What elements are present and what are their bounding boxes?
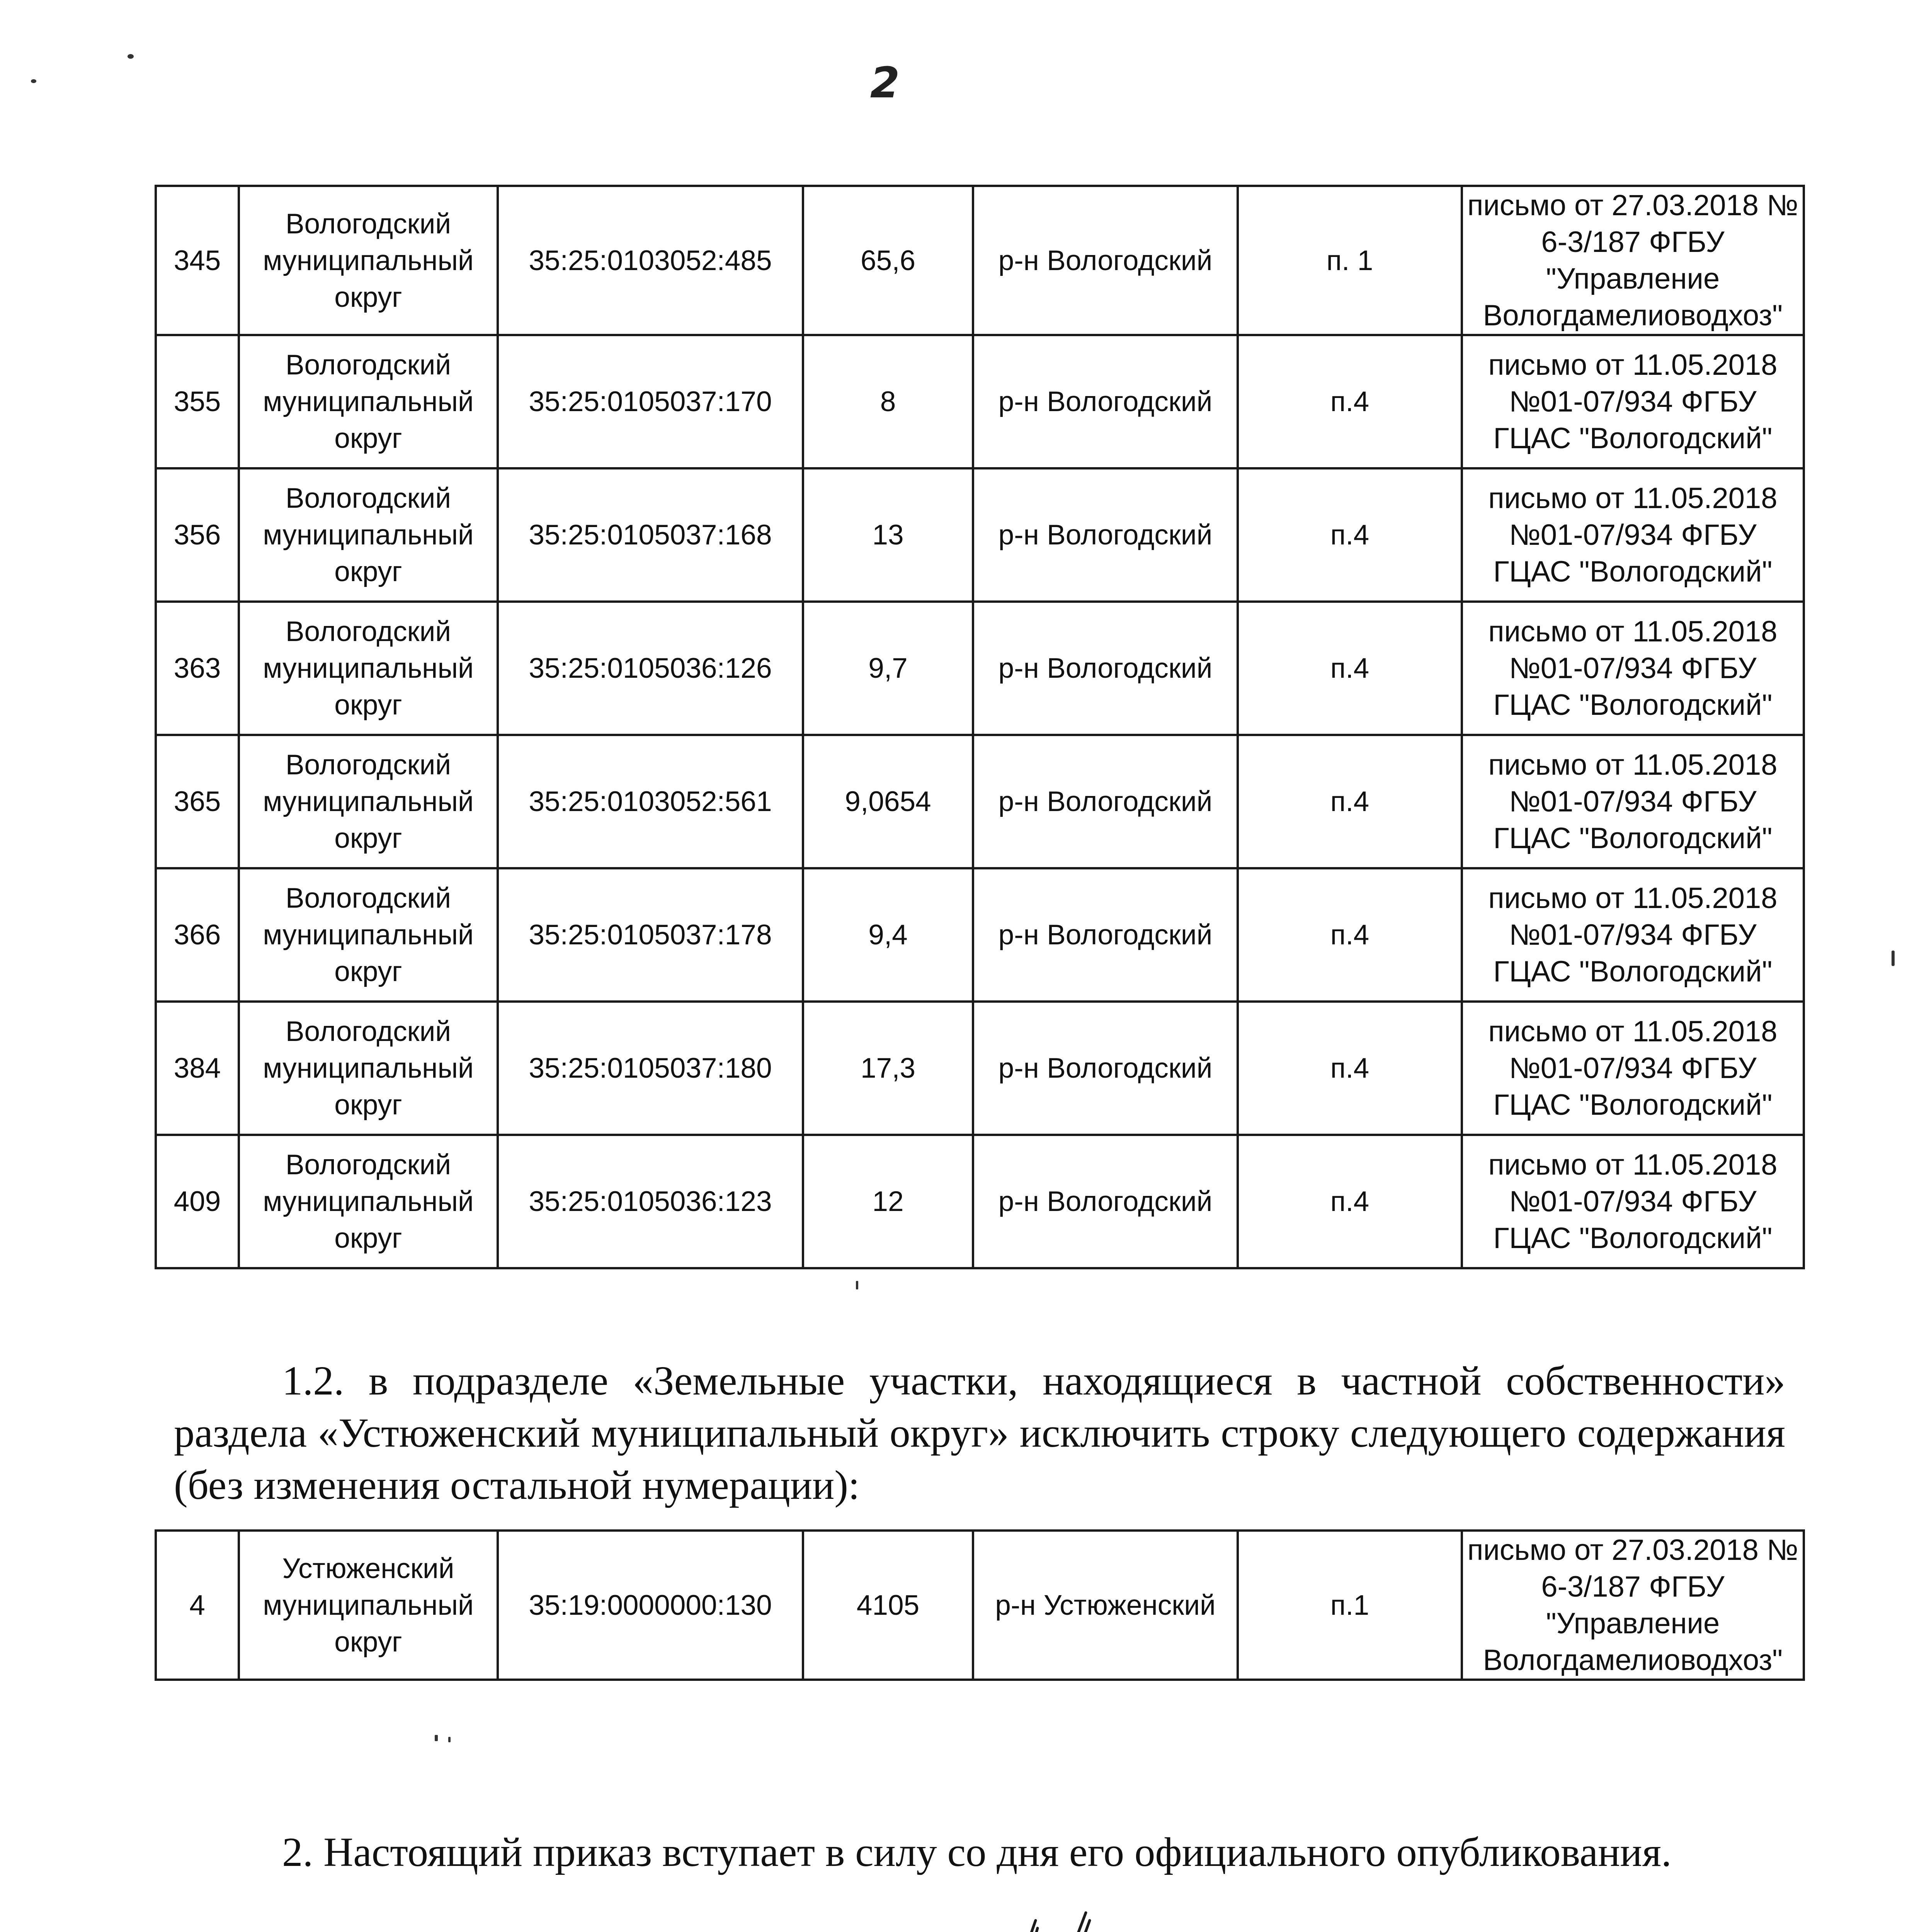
scan-speck [31, 79, 36, 83]
scan-speck [448, 1737, 451, 1742]
location-cell: р-н Вологодский [973, 735, 1238, 868]
table-row [156, 1531, 1804, 1680]
cadastral-number: 35:25:0105037:170 [498, 335, 803, 468]
row-number: 384 [156, 1002, 239, 1135]
table-row [156, 186, 1804, 335]
table-row [156, 335, 1804, 468]
scan-speck [128, 54, 134, 59]
row-number: 355 [156, 335, 239, 468]
district-cell: Вологодский муниципальный округ [239, 468, 498, 602]
scan-speck [435, 1735, 438, 1741]
row-number: 365 [156, 735, 239, 868]
district-cell: Вологодский муниципальный округ [239, 1002, 498, 1135]
cadastral-number: 35:25:0105037:180 [498, 1002, 803, 1135]
point-cell: п. 1 [1238, 186, 1462, 335]
district-cell: Вологодский муниципальный округ [239, 1135, 498, 1268]
area-cell: 13 [803, 468, 973, 602]
scan-speck [1892, 951, 1895, 966]
basis-cell: письмо от 11.05.2018 №01-07/934 ФГБУ ГЦАС "Вологодский" [1462, 735, 1804, 868]
district-cell: Вологодский муниципальный округ [239, 868, 498, 1002]
table-row [156, 868, 1804, 1002]
excluded-plot-table [155, 1529, 1805, 1681]
point-cell: п.4 [1238, 1135, 1462, 1268]
row-number: 366 [156, 868, 239, 1002]
row-number: 4 [156, 1531, 239, 1680]
cadastral-number: 35:25:0103052:485 [498, 186, 803, 335]
point-cell: п.4 [1238, 335, 1462, 468]
table-row [156, 602, 1804, 735]
cadastral-number: 35:25:0103052:561 [498, 735, 803, 868]
cadastral-number: 35:25:0105037:178 [498, 868, 803, 1002]
point-cell: п.4 [1238, 602, 1462, 735]
table-row [156, 468, 1804, 602]
point-cell: п.4 [1238, 735, 1462, 868]
paragraph-2: 2. Настоящий приказ вступает в силу со дня его официального опубликования. [282, 1830, 1672, 1875]
area-cell: 17,3 [803, 1002, 973, 1135]
basis-cell: письмо от 27.03.2018 № 6-3/187 ФГБУ "Управление Вологдамелиоводхоз" [1462, 186, 1804, 335]
table-row [156, 1135, 1804, 1268]
cadastral-number: 35:25:0105037:168 [498, 468, 803, 602]
district-cell: Вологодский муниципальный округ [239, 186, 498, 335]
basis-cell: письмо от 27.03.2018 № 6-3/187 ФГБУ "Управление Вологдамелиоводхоз" [1462, 1531, 1804, 1680]
location-cell: р-н Вологодский [973, 602, 1238, 735]
location-cell: р-н Вологодский [973, 1002, 1238, 1135]
land-plots-table [155, 185, 1805, 1269]
cadastral-number: 35:19:0000000:130 [498, 1531, 803, 1680]
area-cell: 9,7 [803, 602, 973, 735]
location-cell: р-н Вологодский [973, 186, 1238, 335]
basis-cell: письмо от 11.05.2018 №01-07/934 ФГБУ ГЦАС "Вологодский" [1462, 602, 1804, 735]
row-number: 409 [156, 1135, 239, 1268]
basis-cell: письмо от 11.05.2018 №01-07/934 ФГБУ ГЦАС "Вологодский" [1462, 1135, 1804, 1268]
area-cell: 12 [803, 1135, 973, 1268]
location-cell: р-н Вологодский [973, 335, 1238, 468]
area-cell: 65,6 [803, 186, 973, 335]
basis-cell: письмо от 11.05.2018 №01-07/934 ФГБУ ГЦАС "Вологодский" [1462, 335, 1804, 468]
paragraph-1-2: 1.2. в подразделе «Земельные участки, находящиеся в частной собственности» раздела «Устюженский муниципальный округ» исключить строку следующего содержания (без изменения остальной нумерации): [174, 1358, 1785, 1508]
cadastral-number: 35:25:0105036:126 [498, 602, 803, 735]
row-number: 363 [156, 602, 239, 735]
table-row [156, 1002, 1804, 1135]
cadastral-number: 35:25:0105036:123 [498, 1135, 803, 1268]
row-number: 345 [156, 186, 239, 335]
handwritten-signature [842, 1909, 1113, 1932]
location-cell: р-н Вологодский [973, 868, 1238, 1002]
page-number: 2 [870, 58, 900, 107]
basis-cell: письмо от 11.05.2018 №01-07/934 ФГБУ ГЦАС "Вологодский" [1462, 868, 1804, 1002]
area-cell: 8 [803, 335, 973, 468]
area-cell: 4105 [803, 1531, 973, 1680]
location-cell: р-н Устюженский [973, 1531, 1238, 1680]
basis-cell: письмо от 11.05.2018 №01-07/934 ФГБУ ГЦАС "Вологодский" [1462, 1002, 1804, 1135]
point-cell: п.4 [1238, 868, 1462, 1002]
district-cell: Вологодский муниципальный округ [239, 735, 498, 868]
table-row [156, 735, 1804, 868]
district-cell: Устюженский муниципальный округ [239, 1531, 498, 1680]
district-cell: Вологодский муниципальный округ [239, 602, 498, 735]
location-cell: р-н Вологодский [973, 1135, 1238, 1268]
row-number: 356 [156, 468, 239, 602]
scan-speck [856, 1281, 858, 1289]
basis-cell: письмо от 11.05.2018 №01-07/934 ФГБУ ГЦАС "Вологодский" [1462, 468, 1804, 602]
point-cell: п.1 [1238, 1531, 1462, 1680]
area-cell: 9,0654 [803, 735, 973, 868]
district-cell: Вологодский муниципальный округ [239, 335, 498, 468]
point-cell: п.4 [1238, 1002, 1462, 1135]
area-cell: 9,4 [803, 868, 973, 1002]
point-cell: п.4 [1238, 468, 1462, 602]
location-cell: р-н Вологодский [973, 468, 1238, 602]
